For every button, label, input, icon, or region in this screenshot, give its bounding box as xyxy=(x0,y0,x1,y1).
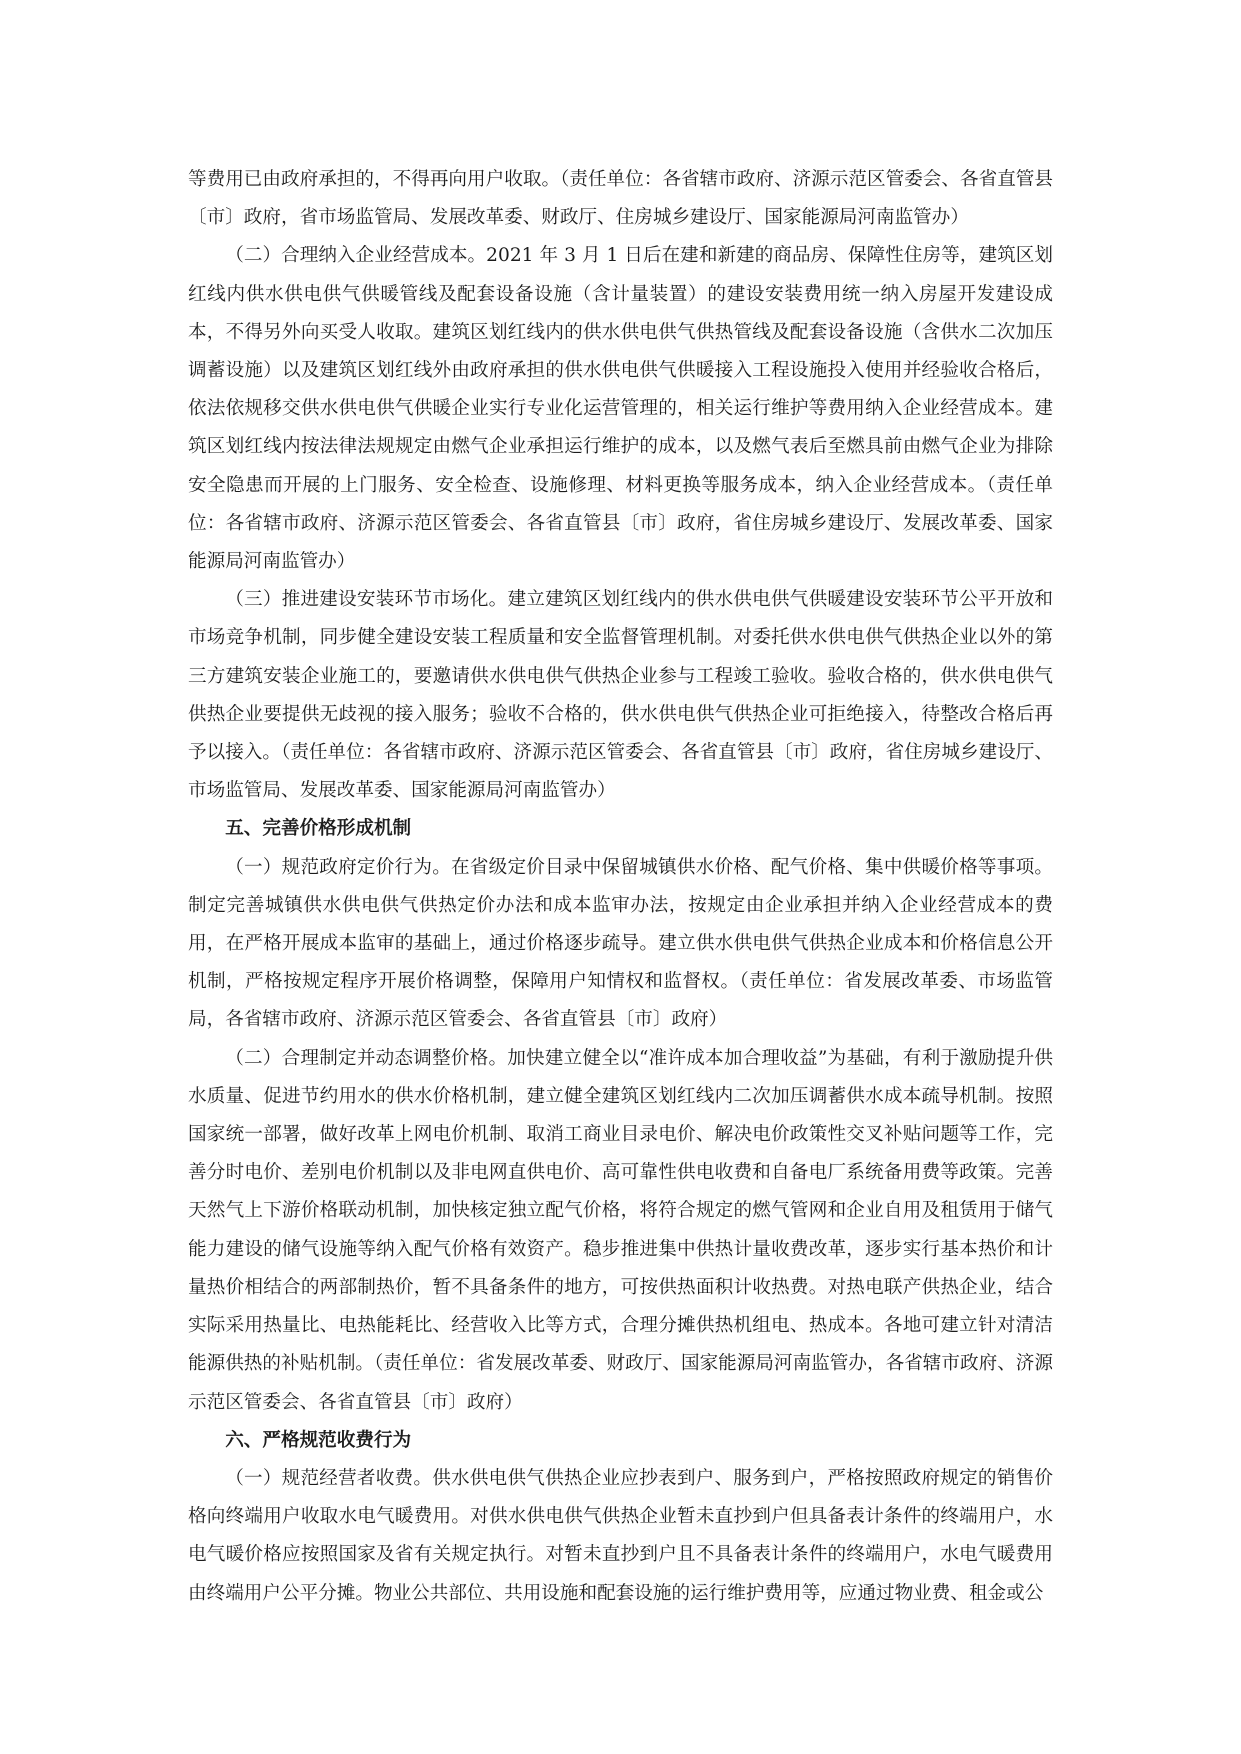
paragraph-dynamic-pricing: （二）合理制定并动态调整价格。加快建立健全以“准许成本加合理收益”为基础，有利于激励提升供水质量、促进节约用水的供水价格机制，建立健全建筑区划红线内二次加压调蓄供水成本疏导机制。按照国家统一部署，做好改革上网电价机制、取消工商业目录电价、解决电价政策性交叉补贴问题等工作，完善分时电价、差别电价机制以及非电网直供电价、高可靠性供电收费和自备电厂系统备用费等政策。完善天然气上下游价格联动机制，加快核定独立配气价格，将符合规定的燃气管网和企业自用及租赁用于储气能力建设的储气设施等纳入配气价格有效资产。稳步推进集中供热计量收费改革，逐步实行基本热价和计量热价相结合的两部制热价，暂不具备条件的地方，可按供热面积计收热费。对热电联产供热企业，结合实际采用热量比、电热能耗比、经营收入比等方式，合理分摊供热机组电、热成本。各地可建立针对清洁能源供热的补贴机制。（责任单位：省发展改革委、财政厅、国家能源局河南监管办，各省辖市政府、济源示范区管委会、各省直管县〔市〕政府） xyxy=(188,1047,1053,1413)
paragraph-continuation: 等费用已由政府承担的，不得再向用户收取。（责任单位：各省辖市政府、济源示范区管委会、各省直管县〔市〕政府，省市场监管局、发展改革委、财政厅、住房城乡建设厅、国家能源局河南监管办） xyxy=(188,169,1053,229)
section-heading-charging-behavior: 六、严格规范收费行为 xyxy=(225,1429,412,1451)
section-heading-price-mechanism: 五、完善价格形成机制 xyxy=(225,818,412,840)
paragraph-installation-market: （三）推进建设安装环节市场化。建立建筑区划红线内的供水供电供气供暖建设安装环节公平开放和市场竞争机制，同步健全建设安装工程质量和安全监督管理机制。对委托供水供电供气供热企业以外的第三方建筑安装企业施工的，要邀请供水供电供气供热企业参与工程竣工验收。验收合格的，供水供电供气供热企业要提供无歧视的接入服务；验收不合格的，供水供电供气供热企业可拒绝接入，待整改合格后再予以接入。（责任单位：各省辖市政府、济源示范区管委会、各省直管县〔市〕政府，省住房城乡建设厅、市场监管局、发展改革委、国家能源局河南监管办） xyxy=(188,589,1053,802)
paragraph-government-pricing: （一）规范政府定价行为。在省级定价目录中保留城镇供水价格、配气价格、集中供暖价格等事项。制定完善城镇供水供电供气供热定价办法和成本监审办法，按规定由企业承担并纳入企业经营成本的费用，在严格开展成本监审的基础上，通过价格逐步疏导。建立供水供电供气供热企业成本和价格信息公开机制，严格按规定程序开展价格调整，保障用户知情权和监督权。（责任单位：省发展改革委、市场监管局，各省辖市政府、济源示范区管委会、各省直管县〔市〕政府） xyxy=(188,856,1053,1031)
paragraph-enterprise-cost: （二）合理纳入企业经营成本。2021 年 3 月 1 日后在建和新建的商品房、保障性住房等，建筑区划红线内供水供电供气供暖管线及配套设备设施（含计量装置）的建设安装费用统一纳入房屋开发建设成本，不得另外向买受人收取。建筑区划红线内的供水供电供气供热管线及配套设备设施（含供水二次加压调蓄设施）以及建筑区划红线外由政府承担的供水供电供气供暖接入工程设施投入使用并经验收合格后，依法依规移交供水供电供气供暖企业实行专业化运营管理的，相关运行维护等费用纳入企业经营成本。建筑区划红线内按法律法规规定由燃气企业承担运行维护的成本，以及燃气表后至燃具前由燃气企业为排除安全隐患而开展的上门服务、安全检查、设施修理、材料更换等服务成本，纳入企业经营成本。（责任单位：各省辖市政府、济源示范区管委会、各省直管县〔市〕政府，省住房城乡建设厅、发展改革委、国家能源局河南监管办） xyxy=(188,245,1053,573)
paragraph-operator-charges: （一）规范经营者收费。供水供电供气供热企业应抄表到户、服务到户，严格按照政府规定的销售价格向终端用户收取水电气暖费用。对供水供电供气供热企业暂未直抄到户但具备表计条件的终端用户，水电气暖价格应按照国家及省有关规定执行。对暂未直抄到户且不具备表计条件的终端用户，水电气暖费用由终端用户公平分摊。物业公共部位、共用设施和配套设施的运行维护费用等，应通过物业费、租金或公 xyxy=(188,1467,1053,1604)
